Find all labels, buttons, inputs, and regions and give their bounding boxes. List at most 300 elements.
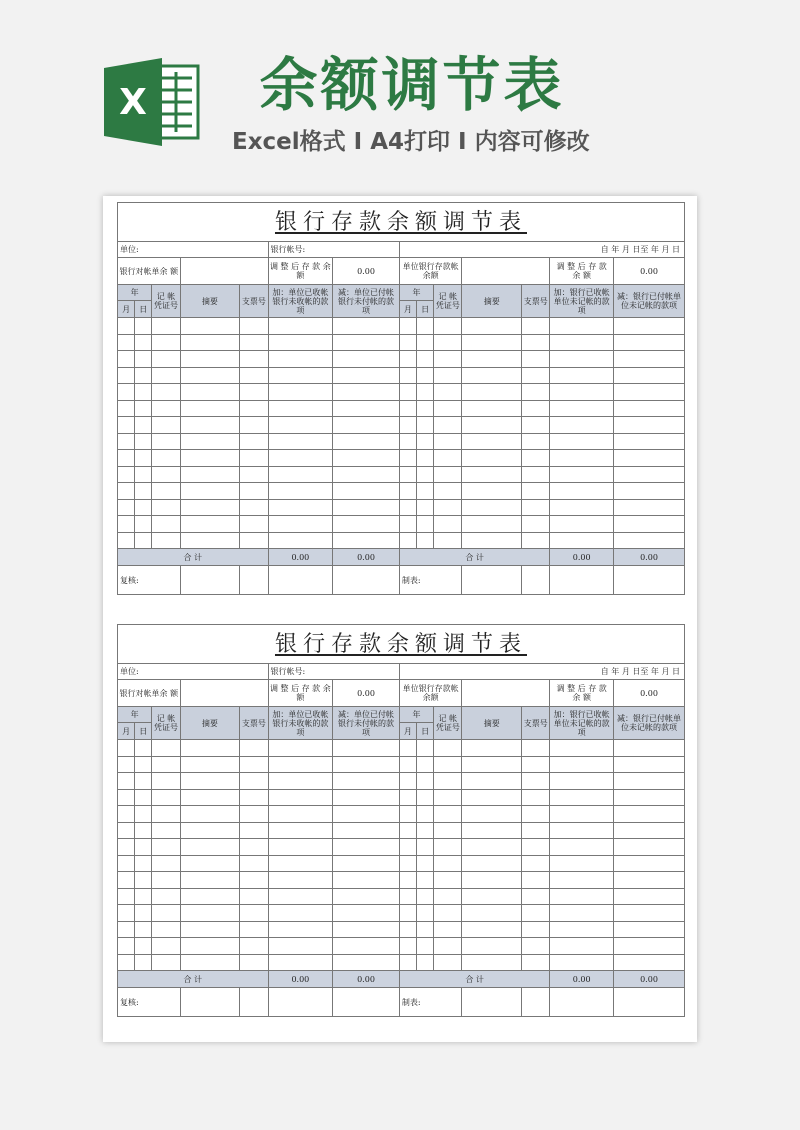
table-cell[interactable]	[180, 740, 240, 757]
table-cell[interactable]	[417, 433, 434, 450]
table-cell[interactable]	[135, 773, 152, 790]
table-cell[interactable]	[180, 806, 240, 823]
table-cell[interactable]	[152, 740, 180, 757]
table-cell[interactable]	[118, 822, 135, 839]
table-cell[interactable]	[522, 921, 550, 938]
table-cell[interactable]	[417, 872, 434, 889]
footer-cell[interactable]	[614, 566, 685, 595]
bank-balance-value[interactable]	[180, 680, 268, 707]
table-cell[interactable]	[180, 756, 240, 773]
table-cell[interactable]	[333, 417, 400, 434]
table-cell[interactable]	[268, 516, 333, 533]
table-cell[interactable]	[550, 433, 614, 450]
table-cell[interactable]	[522, 450, 550, 467]
table-cell[interactable]	[240, 773, 268, 790]
table-cell[interactable]	[399, 351, 416, 368]
table-cell[interactable]	[135, 516, 152, 533]
table-cell[interactable]	[152, 483, 180, 500]
table-cell[interactable]	[462, 872, 522, 889]
table-cell[interactable]	[434, 954, 462, 971]
table-cell[interactable]	[462, 905, 522, 922]
table-cell[interactable]	[180, 483, 240, 500]
table-cell[interactable]	[180, 532, 240, 549]
review-field[interactable]	[180, 566, 240, 595]
table-cell[interactable]	[434, 806, 462, 823]
adjusted-balance-value[interactable]: 0.00	[614, 258, 685, 285]
table-cell[interactable]	[417, 450, 434, 467]
table-cell[interactable]	[417, 789, 434, 806]
maker-field[interactable]	[462, 988, 522, 1017]
footer-cell[interactable]	[333, 988, 400, 1017]
table-cell[interactable]	[135, 806, 152, 823]
table-cell[interactable]	[522, 822, 550, 839]
table-cell[interactable]	[240, 806, 268, 823]
table-cell[interactable]	[522, 806, 550, 823]
table-cell[interactable]	[399, 450, 416, 467]
table-cell[interactable]	[550, 318, 614, 335]
table-cell[interactable]	[240, 740, 268, 757]
table-cell[interactable]	[399, 888, 416, 905]
table-cell[interactable]	[118, 839, 135, 856]
table-cell[interactable]	[614, 417, 685, 434]
table-cell[interactable]	[152, 954, 180, 971]
footer-cell[interactable]	[268, 566, 333, 595]
table-cell[interactable]	[118, 450, 135, 467]
table-cell[interactable]	[333, 822, 400, 839]
table-cell[interactable]	[180, 855, 240, 872]
table-cell[interactable]	[333, 921, 400, 938]
table-cell[interactable]	[550, 351, 614, 368]
table-cell[interactable]	[550, 789, 614, 806]
table-cell[interactable]	[135, 433, 152, 450]
table-cell[interactable]	[550, 499, 614, 516]
table-cell[interactable]	[180, 954, 240, 971]
table-cell[interactable]	[118, 954, 135, 971]
table-cell[interactable]	[333, 872, 400, 889]
table-cell[interactable]	[434, 417, 462, 434]
table-cell[interactable]	[240, 367, 268, 384]
table-cell[interactable]	[399, 872, 416, 889]
table-cell[interactable]	[434, 756, 462, 773]
table-cell[interactable]	[462, 888, 522, 905]
table-cell[interactable]	[434, 773, 462, 790]
table-cell[interactable]	[135, 905, 152, 922]
table-cell[interactable]	[180, 367, 240, 384]
table-cell[interactable]	[118, 905, 135, 922]
table-cell[interactable]	[333, 954, 400, 971]
table-cell[interactable]	[614, 499, 685, 516]
table-cell[interactable]	[434, 888, 462, 905]
table-cell[interactable]	[333, 532, 400, 549]
table-cell[interactable]	[152, 905, 180, 922]
table-cell[interactable]	[333, 938, 400, 955]
table-cell[interactable]	[550, 516, 614, 533]
table-cell[interactable]	[399, 954, 416, 971]
table-cell[interactable]	[550, 384, 614, 401]
table-cell[interactable]	[118, 872, 135, 889]
table-cell[interactable]	[399, 400, 416, 417]
table-cell[interactable]	[268, 756, 333, 773]
table-cell[interactable]	[268, 466, 333, 483]
table-cell[interactable]	[240, 400, 268, 417]
table-cell[interactable]	[462, 417, 522, 434]
table-cell[interactable]	[434, 499, 462, 516]
table-cell[interactable]	[399, 855, 416, 872]
table-cell[interactable]	[550, 483, 614, 500]
table-cell[interactable]	[417, 740, 434, 757]
table-cell[interactable]	[240, 822, 268, 839]
table-cell[interactable]	[333, 756, 400, 773]
table-cell[interactable]	[462, 433, 522, 450]
table-cell[interactable]	[268, 740, 333, 757]
table-cell[interactable]	[399, 905, 416, 922]
table-cell[interactable]	[240, 433, 268, 450]
table-cell[interactable]	[522, 499, 550, 516]
table-cell[interactable]	[550, 334, 614, 351]
table-cell[interactable]	[550, 400, 614, 417]
table-cell[interactable]	[240, 483, 268, 500]
review-field[interactable]	[180, 988, 240, 1017]
table-cell[interactable]	[417, 822, 434, 839]
table-cell[interactable]	[118, 466, 135, 483]
table-cell[interactable]	[399, 516, 416, 533]
footer-cell[interactable]	[550, 566, 614, 595]
table-cell[interactable]	[152, 450, 180, 467]
table-cell[interactable]	[434, 334, 462, 351]
unit-balance-value[interactable]	[462, 680, 550, 707]
table-cell[interactable]	[268, 499, 333, 516]
table-cell[interactable]	[135, 400, 152, 417]
table-cell[interactable]	[417, 954, 434, 971]
table-cell[interactable]	[333, 433, 400, 450]
table-cell[interactable]	[135, 384, 152, 401]
table-cell[interactable]	[522, 483, 550, 500]
table-cell[interactable]	[434, 384, 462, 401]
table-cell[interactable]	[135, 740, 152, 757]
table-cell[interactable]	[240, 872, 268, 889]
table-cell[interactable]	[268, 806, 333, 823]
table-cell[interactable]	[522, 516, 550, 533]
adjusted-balance-value[interactable]: 0.00	[333, 258, 400, 285]
table-cell[interactable]	[268, 938, 333, 955]
table-cell[interactable]	[462, 773, 522, 790]
table-cell[interactable]	[550, 905, 614, 922]
table-cell[interactable]	[118, 756, 135, 773]
footer-cell[interactable]	[268, 988, 333, 1017]
table-cell[interactable]	[434, 532, 462, 549]
table-cell[interactable]	[152, 839, 180, 856]
table-cell[interactable]	[240, 351, 268, 368]
table-cell[interactable]	[180, 872, 240, 889]
table-cell[interactable]	[434, 466, 462, 483]
table-cell[interactable]	[614, 450, 685, 467]
table-cell[interactable]	[614, 789, 685, 806]
table-cell[interactable]	[550, 954, 614, 971]
table-cell[interactable]	[333, 334, 400, 351]
table-cell[interactable]	[135, 921, 152, 938]
table-cell[interactable]	[268, 888, 333, 905]
table-cell[interactable]	[522, 938, 550, 955]
footer-cell[interactable]	[522, 566, 550, 595]
table-cell[interactable]	[152, 433, 180, 450]
table-cell[interactable]	[118, 806, 135, 823]
table-cell[interactable]	[417, 516, 434, 533]
table-cell[interactable]	[462, 450, 522, 467]
table-cell[interactable]	[118, 516, 135, 533]
table-cell[interactable]	[550, 921, 614, 938]
table-cell[interactable]	[333, 367, 400, 384]
table-cell[interactable]	[268, 822, 333, 839]
table-cell[interactable]	[135, 938, 152, 955]
table-cell[interactable]	[522, 756, 550, 773]
table-cell[interactable]	[135, 499, 152, 516]
maker-field[interactable]	[462, 566, 522, 595]
table-cell[interactable]	[434, 516, 462, 533]
table-cell[interactable]	[550, 806, 614, 823]
table-cell[interactable]	[240, 839, 268, 856]
table-cell[interactable]	[399, 806, 416, 823]
table-cell[interactable]	[268, 855, 333, 872]
table-cell[interactable]	[434, 450, 462, 467]
table-cell[interactable]	[152, 367, 180, 384]
table-cell[interactable]	[333, 351, 400, 368]
table-cell[interactable]	[417, 334, 434, 351]
table-cell[interactable]	[268, 839, 333, 856]
table-cell[interactable]	[240, 384, 268, 401]
table-cell[interactable]	[614, 532, 685, 549]
table-cell[interactable]	[333, 839, 400, 856]
table-cell[interactable]	[152, 756, 180, 773]
table-cell[interactable]	[434, 483, 462, 500]
table-cell[interactable]	[462, 516, 522, 533]
table-cell[interactable]	[118, 318, 135, 335]
table-cell[interactable]	[417, 921, 434, 938]
table-cell[interactable]	[152, 384, 180, 401]
table-cell[interactable]	[268, 905, 333, 922]
table-cell[interactable]	[462, 466, 522, 483]
table-cell[interactable]	[180, 499, 240, 516]
table-cell[interactable]	[550, 938, 614, 955]
table-cell[interactable]	[550, 417, 614, 434]
table-cell[interactable]	[462, 740, 522, 757]
table-cell[interactable]	[399, 532, 416, 549]
table-cell[interactable]	[399, 318, 416, 335]
table-cell[interactable]	[522, 367, 550, 384]
table-cell[interactable]	[462, 384, 522, 401]
table-cell[interactable]	[152, 318, 180, 335]
table-cell[interactable]	[462, 855, 522, 872]
table-cell[interactable]	[268, 318, 333, 335]
table-cell[interactable]	[152, 938, 180, 955]
table-cell[interactable]	[135, 367, 152, 384]
table-cell[interactable]	[268, 351, 333, 368]
table-cell[interactable]	[118, 417, 135, 434]
table-cell[interactable]	[550, 450, 614, 467]
table-cell[interactable]	[614, 466, 685, 483]
table-cell[interactable]	[333, 384, 400, 401]
adjusted-balance-value[interactable]: 0.00	[614, 680, 685, 707]
table-cell[interactable]	[268, 921, 333, 938]
table-cell[interactable]	[614, 318, 685, 335]
table-cell[interactable]	[399, 789, 416, 806]
table-cell[interactable]	[462, 400, 522, 417]
table-cell[interactable]	[462, 483, 522, 500]
table-cell[interactable]	[399, 417, 416, 434]
table-cell[interactable]	[399, 773, 416, 790]
table-cell[interactable]	[180, 905, 240, 922]
table-cell[interactable]	[417, 384, 434, 401]
table-cell[interactable]	[240, 450, 268, 467]
table-cell[interactable]	[333, 466, 400, 483]
table-cell[interactable]	[152, 806, 180, 823]
table-cell[interactable]	[240, 789, 268, 806]
table-cell[interactable]	[268, 334, 333, 351]
table-cell[interactable]	[135, 872, 152, 889]
table-cell[interactable]	[417, 483, 434, 500]
table-cell[interactable]	[240, 855, 268, 872]
table-cell[interactable]	[462, 938, 522, 955]
table-cell[interactable]	[399, 921, 416, 938]
table-cell[interactable]	[417, 417, 434, 434]
table-cell[interactable]	[118, 855, 135, 872]
table-cell[interactable]	[522, 855, 550, 872]
table-cell[interactable]	[417, 318, 434, 335]
table-cell[interactable]	[462, 318, 522, 335]
unit-balance-value[interactable]	[462, 258, 550, 285]
table-cell[interactable]	[434, 433, 462, 450]
table-cell[interactable]	[614, 483, 685, 500]
table-cell[interactable]	[240, 921, 268, 938]
table-cell[interactable]	[152, 499, 180, 516]
table-cell[interactable]	[135, 334, 152, 351]
table-cell[interactable]	[417, 839, 434, 856]
table-cell[interactable]	[118, 921, 135, 938]
table-cell[interactable]	[152, 888, 180, 905]
table-cell[interactable]	[118, 433, 135, 450]
table-cell[interactable]	[333, 905, 400, 922]
table-cell[interactable]	[399, 740, 416, 757]
table-cell[interactable]	[462, 921, 522, 938]
table-cell[interactable]	[118, 773, 135, 790]
table-cell[interactable]	[417, 351, 434, 368]
table-cell[interactable]	[268, 872, 333, 889]
table-cell[interactable]	[268, 532, 333, 549]
table-cell[interactable]	[135, 888, 152, 905]
table-cell[interactable]	[333, 855, 400, 872]
table-cell[interactable]	[399, 938, 416, 955]
table-cell[interactable]	[614, 822, 685, 839]
table-cell[interactable]	[462, 822, 522, 839]
table-cell[interactable]	[417, 400, 434, 417]
table-cell[interactable]	[522, 839, 550, 856]
table-cell[interactable]	[550, 367, 614, 384]
table-cell[interactable]	[152, 872, 180, 889]
table-cell[interactable]	[333, 806, 400, 823]
table-cell[interactable]	[180, 822, 240, 839]
table-cell[interactable]	[240, 954, 268, 971]
table-cell[interactable]	[434, 921, 462, 938]
table-cell[interactable]	[180, 516, 240, 533]
table-cell[interactable]	[240, 756, 268, 773]
table-cell[interactable]	[614, 367, 685, 384]
table-cell[interactable]	[240, 532, 268, 549]
table-cell[interactable]	[180, 318, 240, 335]
table-cell[interactable]	[118, 367, 135, 384]
table-cell[interactable]	[462, 499, 522, 516]
table-cell[interactable]	[417, 888, 434, 905]
table-cell[interactable]	[522, 433, 550, 450]
table-cell[interactable]	[417, 855, 434, 872]
table-cell[interactable]	[614, 872, 685, 889]
table-cell[interactable]	[417, 756, 434, 773]
table-cell[interactable]	[152, 417, 180, 434]
table-cell[interactable]	[152, 334, 180, 351]
table-cell[interactable]	[462, 756, 522, 773]
footer-cell[interactable]	[240, 566, 268, 595]
table-cell[interactable]	[417, 466, 434, 483]
table-cell[interactable]	[135, 466, 152, 483]
table-cell[interactable]	[180, 400, 240, 417]
table-cell[interactable]	[333, 450, 400, 467]
table-cell[interactable]	[152, 516, 180, 533]
table-cell[interactable]	[462, 532, 522, 549]
table-cell[interactable]	[268, 789, 333, 806]
table-cell[interactable]	[268, 773, 333, 790]
table-cell[interactable]	[118, 483, 135, 500]
table-cell[interactable]	[434, 367, 462, 384]
table-cell[interactable]	[434, 318, 462, 335]
table-cell[interactable]	[434, 839, 462, 856]
table-cell[interactable]	[462, 367, 522, 384]
table-cell[interactable]	[522, 334, 550, 351]
table-cell[interactable]	[180, 773, 240, 790]
table-cell[interactable]	[614, 740, 685, 757]
table-cell[interactable]	[118, 334, 135, 351]
table-cell[interactable]	[399, 499, 416, 516]
table-cell[interactable]	[399, 466, 416, 483]
table-cell[interactable]	[399, 334, 416, 351]
table-cell[interactable]	[240, 334, 268, 351]
table-cell[interactable]	[417, 938, 434, 955]
table-cell[interactable]	[135, 417, 152, 434]
table-cell[interactable]	[180, 839, 240, 856]
table-cell[interactable]	[333, 400, 400, 417]
table-cell[interactable]	[240, 318, 268, 335]
table-cell[interactable]	[333, 516, 400, 533]
table-cell[interactable]	[399, 384, 416, 401]
table-cell[interactable]	[240, 905, 268, 922]
table-cell[interactable]	[434, 872, 462, 889]
table-cell[interactable]	[268, 367, 333, 384]
table-cell[interactable]	[268, 400, 333, 417]
table-cell[interactable]	[462, 334, 522, 351]
table-cell[interactable]	[614, 516, 685, 533]
table-cell[interactable]	[152, 400, 180, 417]
table-cell[interactable]	[434, 855, 462, 872]
table-cell[interactable]	[135, 839, 152, 856]
table-cell[interactable]	[180, 351, 240, 368]
table-cell[interactable]	[614, 855, 685, 872]
table-cell[interactable]	[152, 921, 180, 938]
table-cell[interactable]	[550, 888, 614, 905]
footer-cell[interactable]	[333, 566, 400, 595]
table-cell[interactable]	[240, 499, 268, 516]
table-cell[interactable]	[180, 384, 240, 401]
table-cell[interactable]	[522, 789, 550, 806]
footer-cell[interactable]	[550, 988, 614, 1017]
table-cell[interactable]	[614, 351, 685, 368]
table-cell[interactable]	[614, 400, 685, 417]
